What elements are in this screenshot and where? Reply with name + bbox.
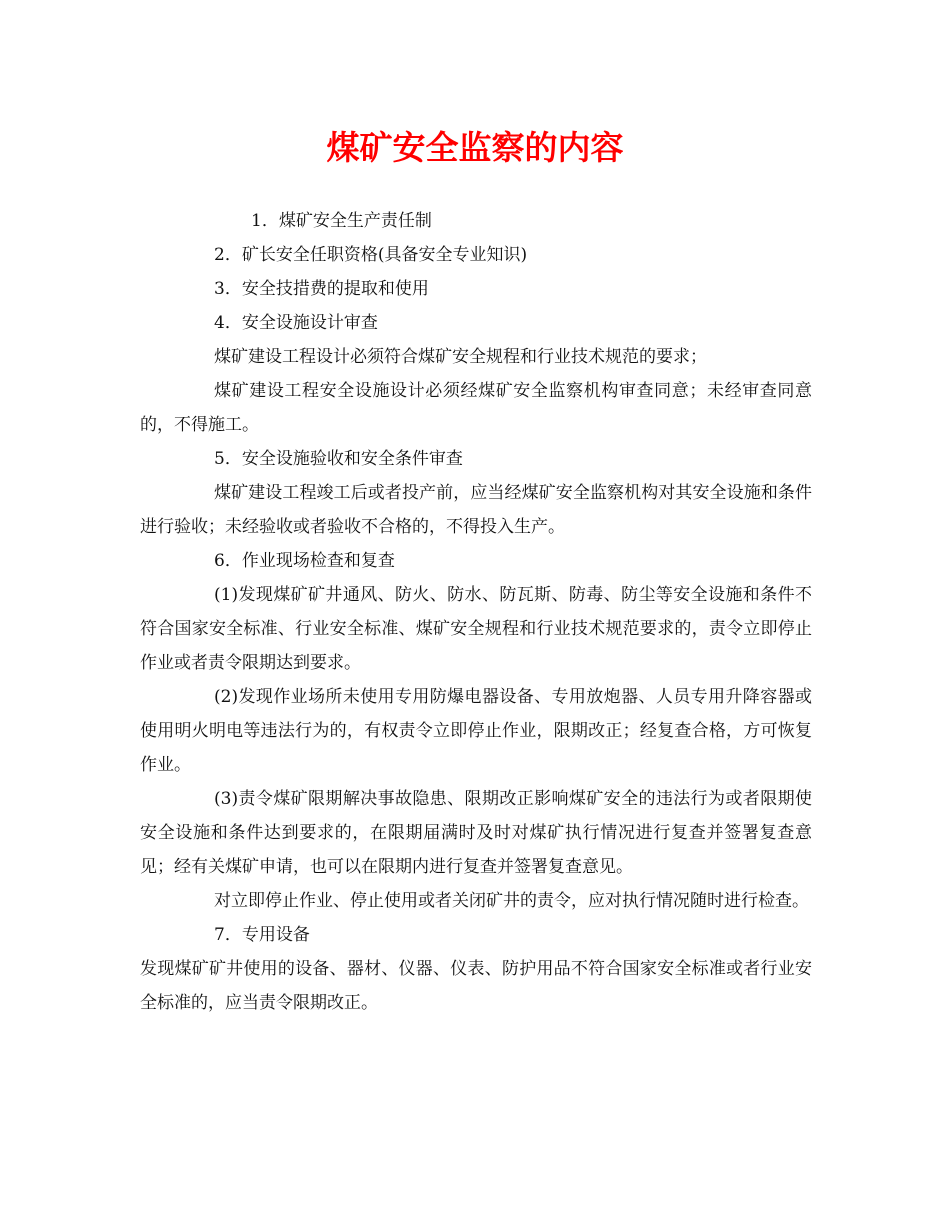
paragraph-design-review: 煤矿建设工程安全设施设计必须经煤矿安全监察机构审查同意；未经审查同意的，不得施工。 xyxy=(140,381,812,435)
paragraph-item-6: 6．作业现场检查和复查 xyxy=(214,551,395,571)
paragraph-item-2: 2．矿长安全任职资格(具备安全专业知识) xyxy=(214,245,528,265)
paragraph-item-5: 5．安全设施验收和安全条件审查 xyxy=(214,449,463,469)
paragraph-equipment: 发现煤矿矿井使用的设备、器材、仪器、仪表、防护用品不符合国家安全标准或者行业安全标准的，应当责令限期改正。 xyxy=(140,959,812,1013)
paragraph-item-1: 1．煤矿安全生产责任制 xyxy=(251,211,432,231)
paragraph-inspection: 对立即停止作业、停止使用或者关闭矿井的责令，应对执行情况随时进行检查。 xyxy=(214,891,809,911)
paragraph-sub-2: (2)发现作业场所未使用专用防爆电器设备、专用放炮器、人员专用升降容器或使用明火明电等违法行为的，有权责令立即停止作业，限期改正；经复查合格，方可恢复作业。 xyxy=(140,687,812,775)
document-body xyxy=(140,204,812,1020)
document-title: 煤矿安全监察的内容 xyxy=(326,128,624,167)
paragraph-item-7: 7．专用设备 xyxy=(214,925,310,945)
paragraph-acceptance: 煤矿建设工程竣工后或者投产前，应当经煤矿安全监察机构对其安全设施和条件进行验收；未经验收或者验收不合格的，不得投入生产。 xyxy=(140,483,812,537)
paragraph-design-requirement: 煤矿建设工程设计必须符合煤矿安全规程和行业技术规范的要求； xyxy=(214,347,707,367)
paragraph-sub-3: (3)责令煤矿限期解决事故隐患、限期改正影响煤矿安全的违法行为或者限期使安全设施和条件达到要求的，在限期届满时及时对煤矿执行情况进行复查并签署复查意见；经有关煤矿申请，也可以在限期内进行复查并签署复查意见。 xyxy=(140,789,812,877)
paragraph-sub-1: (1)发现煤矿矿井通风、防火、防水、防瓦斯、防毒、防尘等安全设施和条件不符合国家安全标准、行业安全标准、煤矿安全规程和行业技术规范要求的，责令立即停止作业或者责令限期达到要求。 xyxy=(140,585,812,673)
paragraph-item-3: 3．安全技措费的提取和使用 xyxy=(214,279,429,299)
paragraph-item-4: 4．安全设施设计审查 xyxy=(214,313,378,333)
